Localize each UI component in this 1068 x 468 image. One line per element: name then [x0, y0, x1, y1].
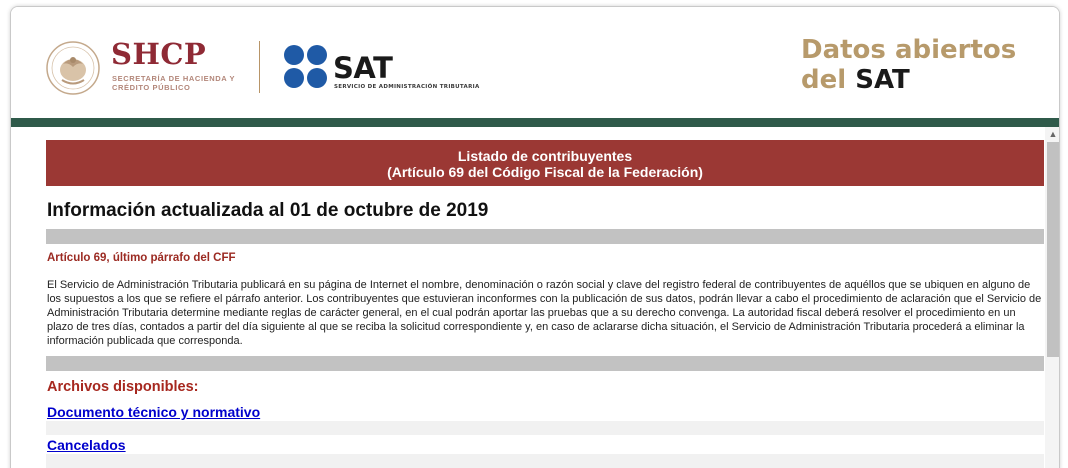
- article-title: Artículo 69, último párrafo del CFF: [47, 252, 236, 264]
- browser-frame: [10, 6, 1060, 468]
- vertical-scrollbar[interactable]: [1045, 127, 1060, 468]
- title-banner: [46, 140, 1044, 186]
- shcp-logo-subtitle: SECRETARÍA DE HACIENDA Y CRÉDITO PÚBLICO: [112, 74, 236, 92]
- list-row-separator: [46, 421, 1044, 435]
- datos-abiertos-title: [801, 35, 1016, 95]
- page-title: Información actualizada al 01 de octubre de 2019: [47, 200, 489, 221]
- datos-line2-sat: SAT: [855, 65, 910, 95]
- sat-dots-icon: [283, 44, 329, 90]
- section-divider-top: [46, 229, 1044, 244]
- mexico-seal-icon: [45, 40, 101, 96]
- scroll-up-icon[interactable]: ▲: [1048, 129, 1058, 139]
- scrollbar-thumb[interactable]: [1047, 142, 1059, 357]
- link-documento-tecnico[interactable]: Documento técnico y normativo: [47, 404, 261, 420]
- header-green-bar: [11, 118, 1060, 127]
- link-cancelados[interactable]: Cancelados: [47, 437, 126, 453]
- shcp-logo-text: SHCP: [111, 37, 207, 71]
- section-divider-bottom: [46, 356, 1044, 371]
- sat-logo-text: SAT: [333, 51, 393, 85]
- content-viewport: [11, 127, 1060, 468]
- site-header: [11, 7, 1060, 117]
- logo-divider: [259, 41, 260, 93]
- list-row-separator: [46, 454, 1044, 468]
- datos-line2-prefix: del: [801, 65, 856, 95]
- banner-line2: (Artículo 69 del Código Fiscal de la Federación): [387, 164, 703, 180]
- datos-line1: Datos abiertos: [801, 35, 1017, 65]
- banner-line1: Listado de contribuyentes: [457, 148, 633, 164]
- datos-line2: [801, 65, 1016, 95]
- sat-logo-subtitle: SERVICIO DE ADMINISTRACIÓN TRIBUTARIA: [334, 84, 480, 90]
- article-text: El Servicio de Administración Tributaria publicará en su página de Internet el nombre, denominación o razón social y clave del registro federal de contribuyentes de aquéllos que se ubiquen en alguno de los supuestos a los que se refiere el párrafo anterior. Los contribuyentes que estuvieran inconformes con la publicación de sus datos, podrán llevar a cabo el procedimiento de aclaración que el Servicio de Administración Tributaria determine mediante reglas de carácter general, en el cual podrán aportar las pruebas que a su derecho convenga. La autoridad fiscal deberá resolver el procedimiento en un plazo de tres días, contados a partir del día siguiente al que se reciba la solicitud correspondiente y, en caso de aclararse dicha situación, el Servicio de Administración Tributaria procederá a eliminar la información publicada que corresponda.: [47, 279, 1042, 347]
- files-heading: Archivos disponibles:: [47, 379, 199, 395]
